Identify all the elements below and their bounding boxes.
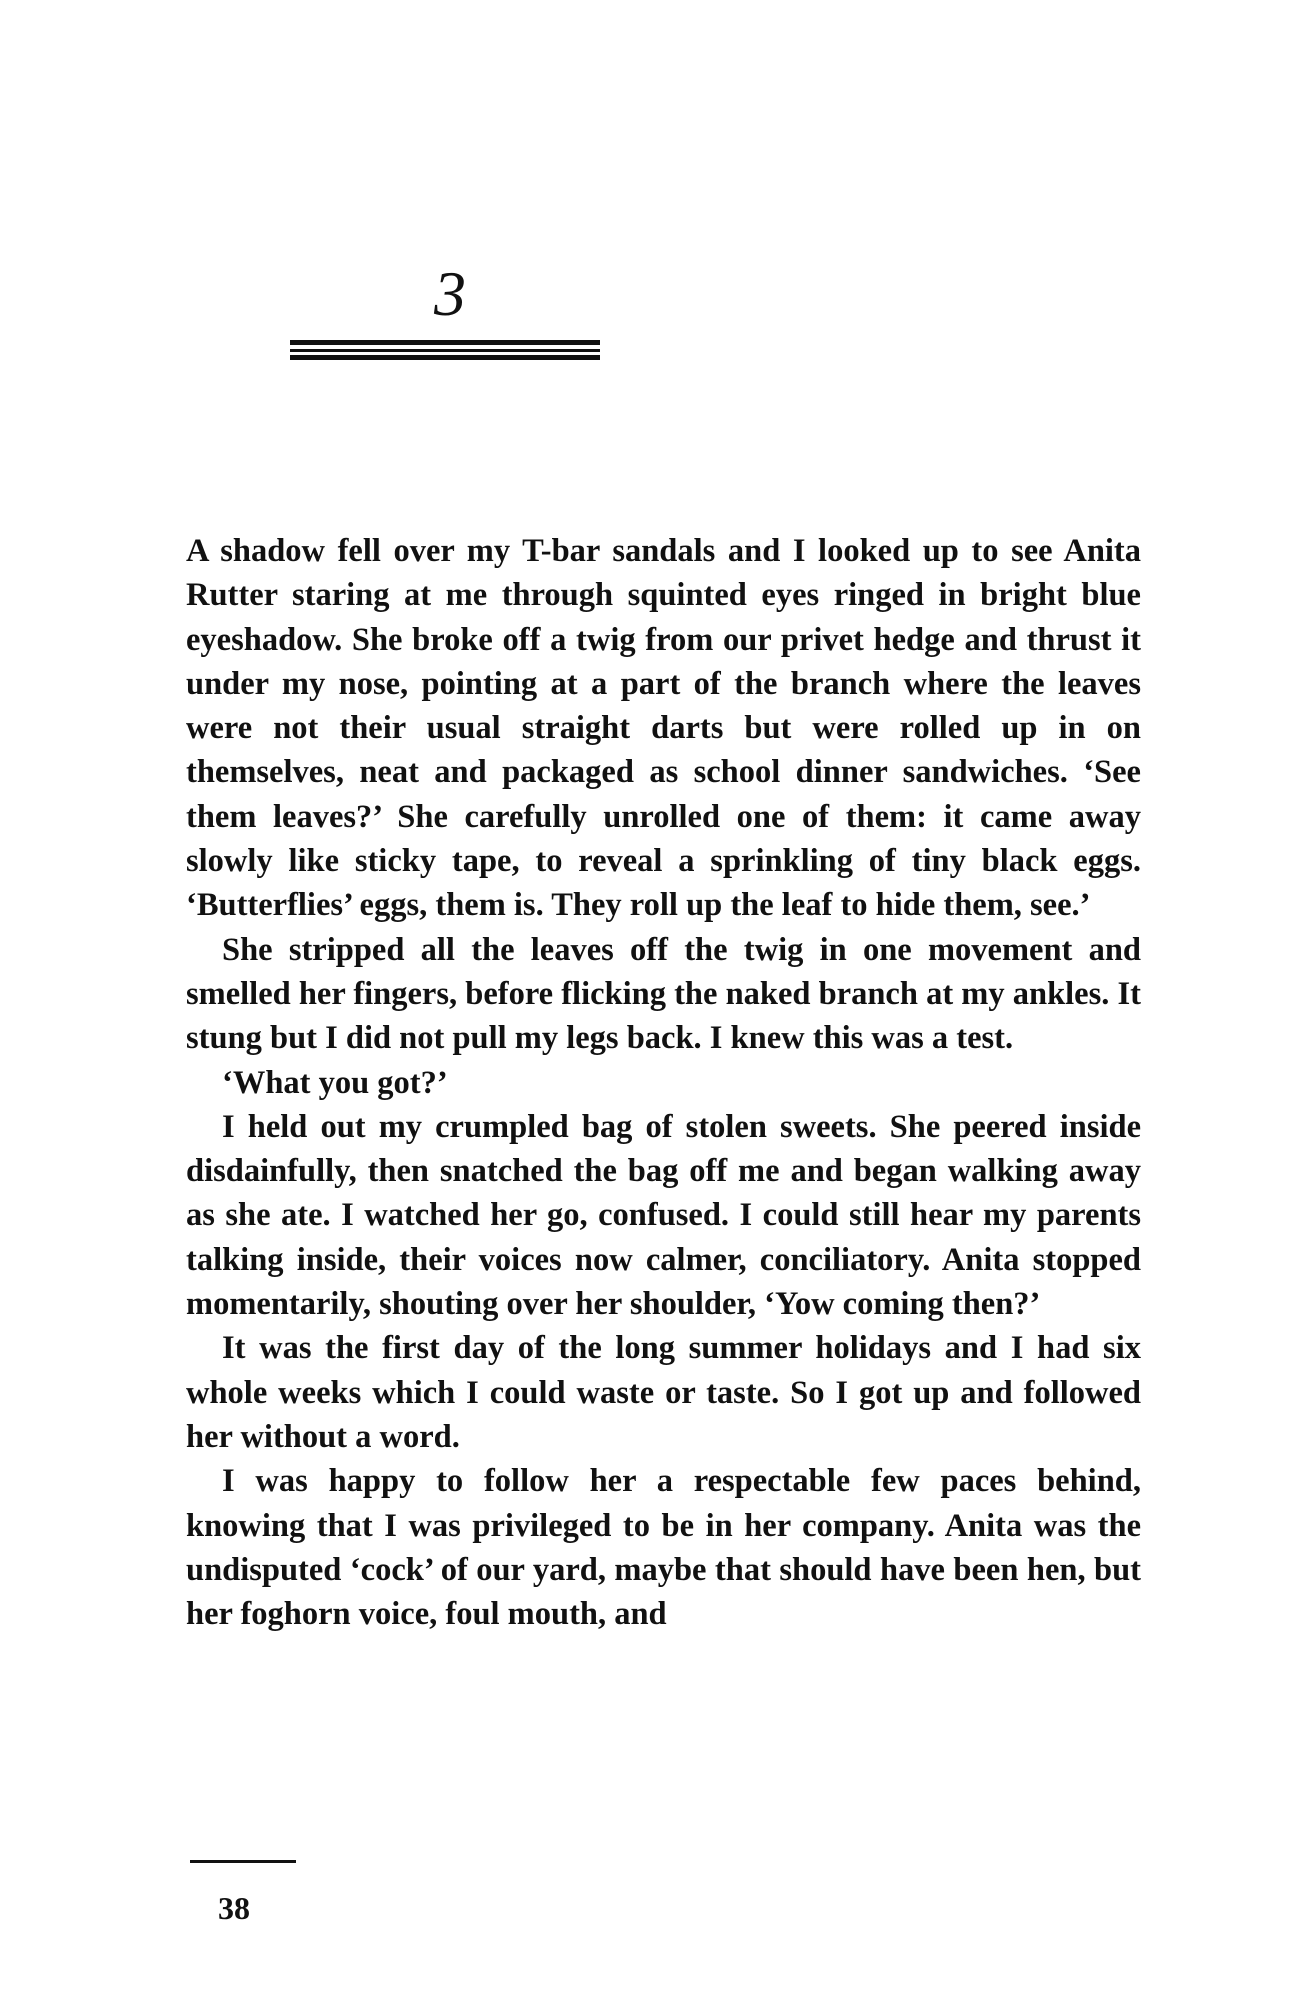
footer-rule bbox=[190, 1860, 296, 1863]
paragraph: I held out my crumpled bag of stolen sweets. She peered inside disdainfully, then snatched the bag off me and began walking away as she ate. I watched her go, confused. I could still hear my parents talking inside, their voices now calmer, conciliatory. Anita stopped momentarily, shouting over her shoulder, ‘Yow coming then?’ bbox=[186, 1108, 1141, 1323]
chapter-rule-bottom bbox=[290, 355, 600, 360]
body-text bbox=[186, 529, 1141, 1636]
paragraph: I was happy to follow her a respectable few paces behind, knowing that I was privileged to be in her company. Anita was the undisputed ‘cock’ of our yard, maybe that should have been hen, but her foghorn voice, foul mouth, and bbox=[186, 1463, 1141, 1633]
chapter-number: 3 bbox=[434, 258, 466, 329]
paragraph: A shadow fell over my T-bar sandals and I looked up to see Anita Rutter staring at me through squinted eyes ringed in bright blue eyeshadow. She broke off a twig from our privet hedge and thrust it under my nose, pointing at a part of the branch where the leaves were not their usual straight darts but were rolled up in on themselves, neat and packaged as school dinner sandwiches. ‘See them leaves?’ She carefully unrolled one of them: it came away slowly like sticky tape, to reveal a sprinkling of tiny black eggs. ‘Butterflies’ eggs, them is. They roll up the leaf to hide them, see.’ bbox=[186, 533, 1141, 924]
paragraph: ‘What you got?’ bbox=[222, 1064, 448, 1101]
chapter-rule-middle bbox=[290, 349, 600, 352]
paragraph: She stripped all the leaves off the twig in one movement and smelled her fingers, before flicking the naked branch at my ankles. It stung but I did not pull my legs back. I knew this was a test. bbox=[186, 931, 1141, 1057]
chapter-rule-top bbox=[290, 340, 600, 345]
chapter-rule bbox=[290, 340, 600, 362]
paragraph: It was the first day of the long summer holidays and I had six whole weeks which I could waste or taste. So I got up and followed her without a word. bbox=[186, 1330, 1141, 1455]
page-number: 38 bbox=[218, 1890, 250, 1926]
